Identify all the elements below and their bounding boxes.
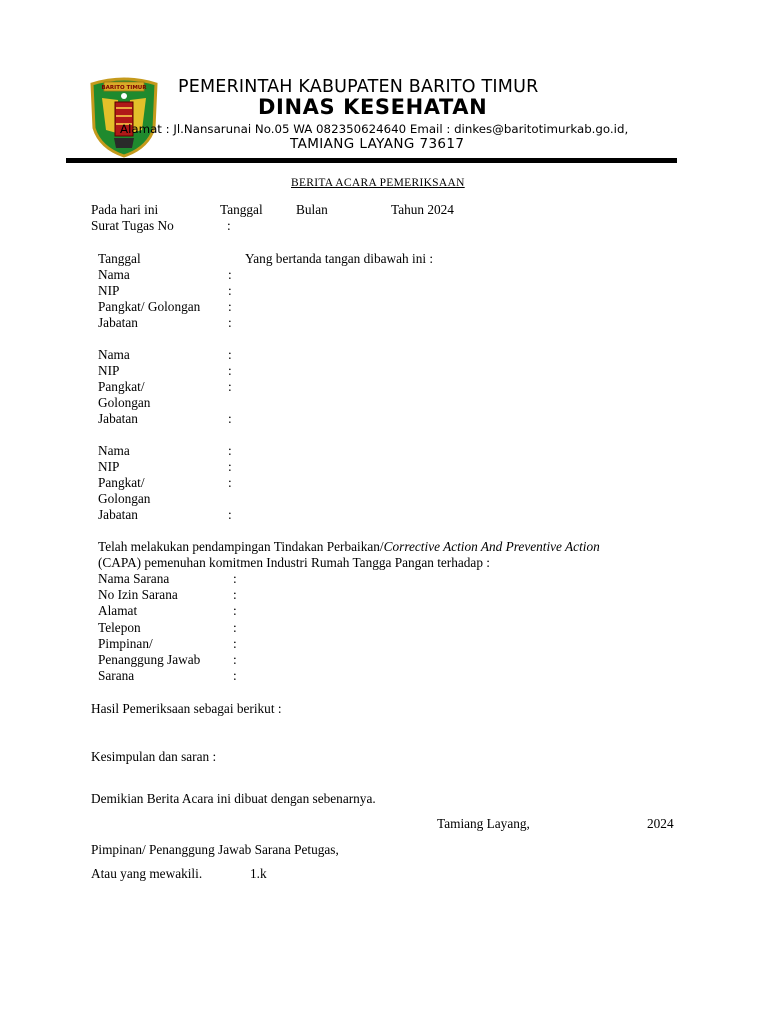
officer3-jabatan-label: Jabatan <box>98 507 138 522</box>
officer3-pangkat-colon: : <box>228 475 232 490</box>
logo-banner-text: BARITO TIMUR <box>101 85 147 91</box>
kesimpulan-saran: Kesimpulan dan saran : <box>91 749 217 764</box>
intro-colon: : <box>227 218 231 233</box>
officer1-jabatan-colon: : <box>228 315 232 330</box>
sarana-penanggung-colon: : <box>233 652 237 667</box>
officer1-nip-colon: : <box>228 283 232 298</box>
sarana-sarana-colon: : <box>233 668 237 683</box>
officer1-pangkat-colon: : <box>228 299 232 314</box>
sarana-alamat-colon: : <box>233 603 237 618</box>
officer2-nip-colon: : <box>228 363 232 378</box>
hasil-pemeriksaan: Hasil Pemeriksaan sebagai berikut : <box>91 701 282 716</box>
sarana-telepon-colon: : <box>233 620 237 635</box>
closing-statement: Demikian Berita Acara ini dibuat dengan sebenarnya. <box>91 791 376 806</box>
intro-surat-tugas: Surat Tugas No <box>91 218 174 233</box>
officer3-golongan-label: Golongan <box>98 491 151 506</box>
officer2-nama-colon: : <box>228 347 232 362</box>
header-address: Alamat : Jl.Nansarunai No.05 WA 082350624640 Email : dinkes@baritotimurkab.go.id, <box>120 122 629 136</box>
officer2-jabatan-colon: : <box>228 411 232 426</box>
sarana-pimpinan-colon: : <box>233 636 237 651</box>
government-name: PEMERINTAH KABUPATEN BARITO TIMUR <box>178 77 539 97</box>
officer2-jabatan-label: Jabatan <box>98 411 138 426</box>
agency-name: DINAS KESEHATAN <box>258 95 488 119</box>
officer1-nip-label: NIP <box>98 283 120 298</box>
signers-line: Pimpinan/ Penanggung Jawab Sarana Petugas, <box>91 842 339 857</box>
officer2-nip-label: NIP <box>98 363 120 378</box>
officer3-jabatan-colon: : <box>228 507 232 522</box>
capa-text-italic: Corrective Action And Preventive Action <box>383 539 600 554</box>
intro-pada-hari: Pada hari ini <box>91 202 159 217</box>
officer3-nama-colon: : <box>228 443 232 458</box>
capa-text-2: (CAPA) pemenuhan komitmen Industri Rumah Tangga Pangan terhadap : <box>98 555 490 570</box>
officer1-jabatan-label: Jabatan <box>98 315 138 330</box>
officer1-nama-label: Nama <box>98 267 130 282</box>
signing-place: Tamiang Layang, <box>437 816 530 831</box>
signing-year: 2024 <box>647 816 674 831</box>
officers-heading: Yang bertanda tangan dibawah ini : <box>245 251 434 266</box>
barito-timur-logo <box>88 76 160 158</box>
sarana-izin-label: No Izin Sarana <box>98 587 178 602</box>
officer3-nip-label: NIP <box>98 459 120 474</box>
officer3-nip-colon: : <box>228 459 232 474</box>
officers-tanggal: Tanggal <box>98 251 141 266</box>
sarana-pimpinan-label: Pimpinan/ <box>98 636 153 651</box>
sarana-alamat-label: Alamat <box>98 603 138 618</box>
intro-tanggal: Tanggal <box>220 202 263 217</box>
officer2-pangkat-label: Pangkat/ <box>98 379 145 394</box>
header-city: TAMIANG LAYANG 73617 <box>290 136 465 152</box>
sarana-nama-colon: : <box>233 571 237 586</box>
officer1-nama-colon: : <box>228 267 232 282</box>
sarana-nama-label: Nama Sarana <box>98 571 170 586</box>
petugas-number: 1.k <box>250 866 267 881</box>
header-divider <box>66 158 677 163</box>
capa-text-1: Telah melakukan pendampingan Tindakan Perbaikan/ <box>98 539 384 554</box>
document-title: BERITA ACARA PEMERIKSAAN <box>291 177 465 189</box>
sarana-penanggung-label: Penanggung Jawab <box>98 652 201 667</box>
sarana-telepon-label: Telepon <box>98 620 141 635</box>
capa-paragraph <box>98 539 718 555</box>
intro-bulan: Bulan <box>296 202 328 217</box>
sarana-sarana-label: Sarana <box>98 668 135 683</box>
officer2-golongan-label: Golongan <box>98 395 151 410</box>
sarana-izin-colon: : <box>233 587 237 602</box>
officer2-nama-label: Nama <box>98 347 130 362</box>
officer3-nama-label: Nama <box>98 443 130 458</box>
officer2-pangkat-colon: : <box>228 379 232 394</box>
officer3-pangkat-label: Pangkat/ <box>98 475 145 490</box>
representative-line: Atau yang mewakili. <box>91 866 203 881</box>
officer1-pangkat-label: Pangkat/ Golongan <box>98 299 201 314</box>
intro-tahun: Tahun 2024 <box>391 202 454 217</box>
